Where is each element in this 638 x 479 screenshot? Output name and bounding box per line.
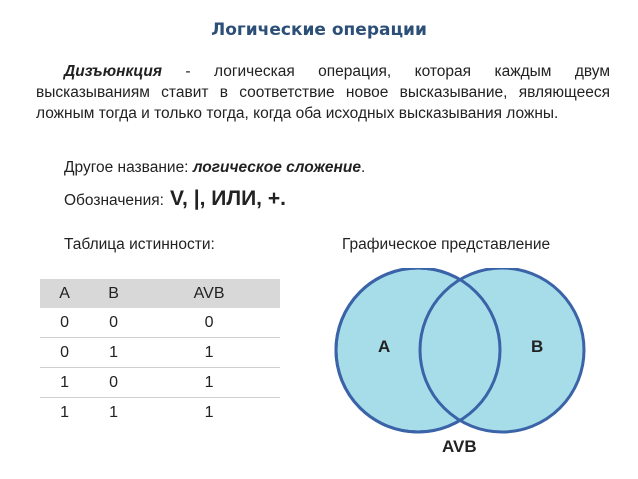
cell-avb: 0	[204, 313, 214, 331]
other-name-value: логическое сложение	[192, 159, 361, 176]
truth-table-caption: Таблица истинности:	[64, 236, 215, 253]
notation-line	[64, 187, 286, 211]
graphic-caption: Графическое представление	[342, 236, 551, 253]
table-row	[40, 308, 280, 338]
notation-symbols: V, |, ИЛИ, +.	[169, 187, 286, 210]
venn-diagram	[330, 268, 600, 448]
header-b: B	[108, 284, 119, 302]
cell-avb: 1	[204, 403, 214, 421]
cell-b: 1	[109, 343, 119, 361]
other-name-label: Другое название:	[64, 159, 193, 176]
cell-avb: 1	[204, 343, 214, 361]
cell-a: 1	[60, 373, 69, 391]
truth-table	[40, 279, 280, 427]
header-a: A	[59, 284, 70, 302]
definition-text: - логическая операция, которая каждым двум высказываниям ставит в соответствие новое высказывание, являющееся ложным тогда и только тогда, когда оба исходных высказывания ложны.	[36, 63, 610, 122]
table-row	[40, 338, 280, 368]
table-row	[40, 398, 280, 428]
venn-circle-b	[420, 268, 584, 432]
cell-b: 1	[109, 403, 119, 421]
cell-a: 0	[60, 343, 69, 361]
venn-label-a: A	[378, 337, 391, 356]
other-name-end: .	[360, 159, 366, 176]
definition-paragraph	[36, 61, 610, 124]
definition-term: Дизъюнкция	[64, 63, 162, 80]
cell-b: 0	[109, 313, 119, 331]
venn-label-b: B	[531, 337, 544, 356]
page-title: Логические операции	[211, 20, 427, 40]
notation-label: Обозначения:	[64, 192, 164, 209]
venn-label-union: AVB	[442, 437, 477, 456]
other-name-line	[64, 159, 365, 177]
cell-a: 1	[60, 403, 69, 421]
truth-table-header-row	[40, 279, 280, 308]
cell-a: 0	[60, 313, 69, 331]
table-row	[40, 368, 280, 398]
cell-avb: 1	[204, 373, 214, 391]
header-avb: AVB	[193, 284, 225, 302]
cell-b: 0	[109, 373, 119, 391]
